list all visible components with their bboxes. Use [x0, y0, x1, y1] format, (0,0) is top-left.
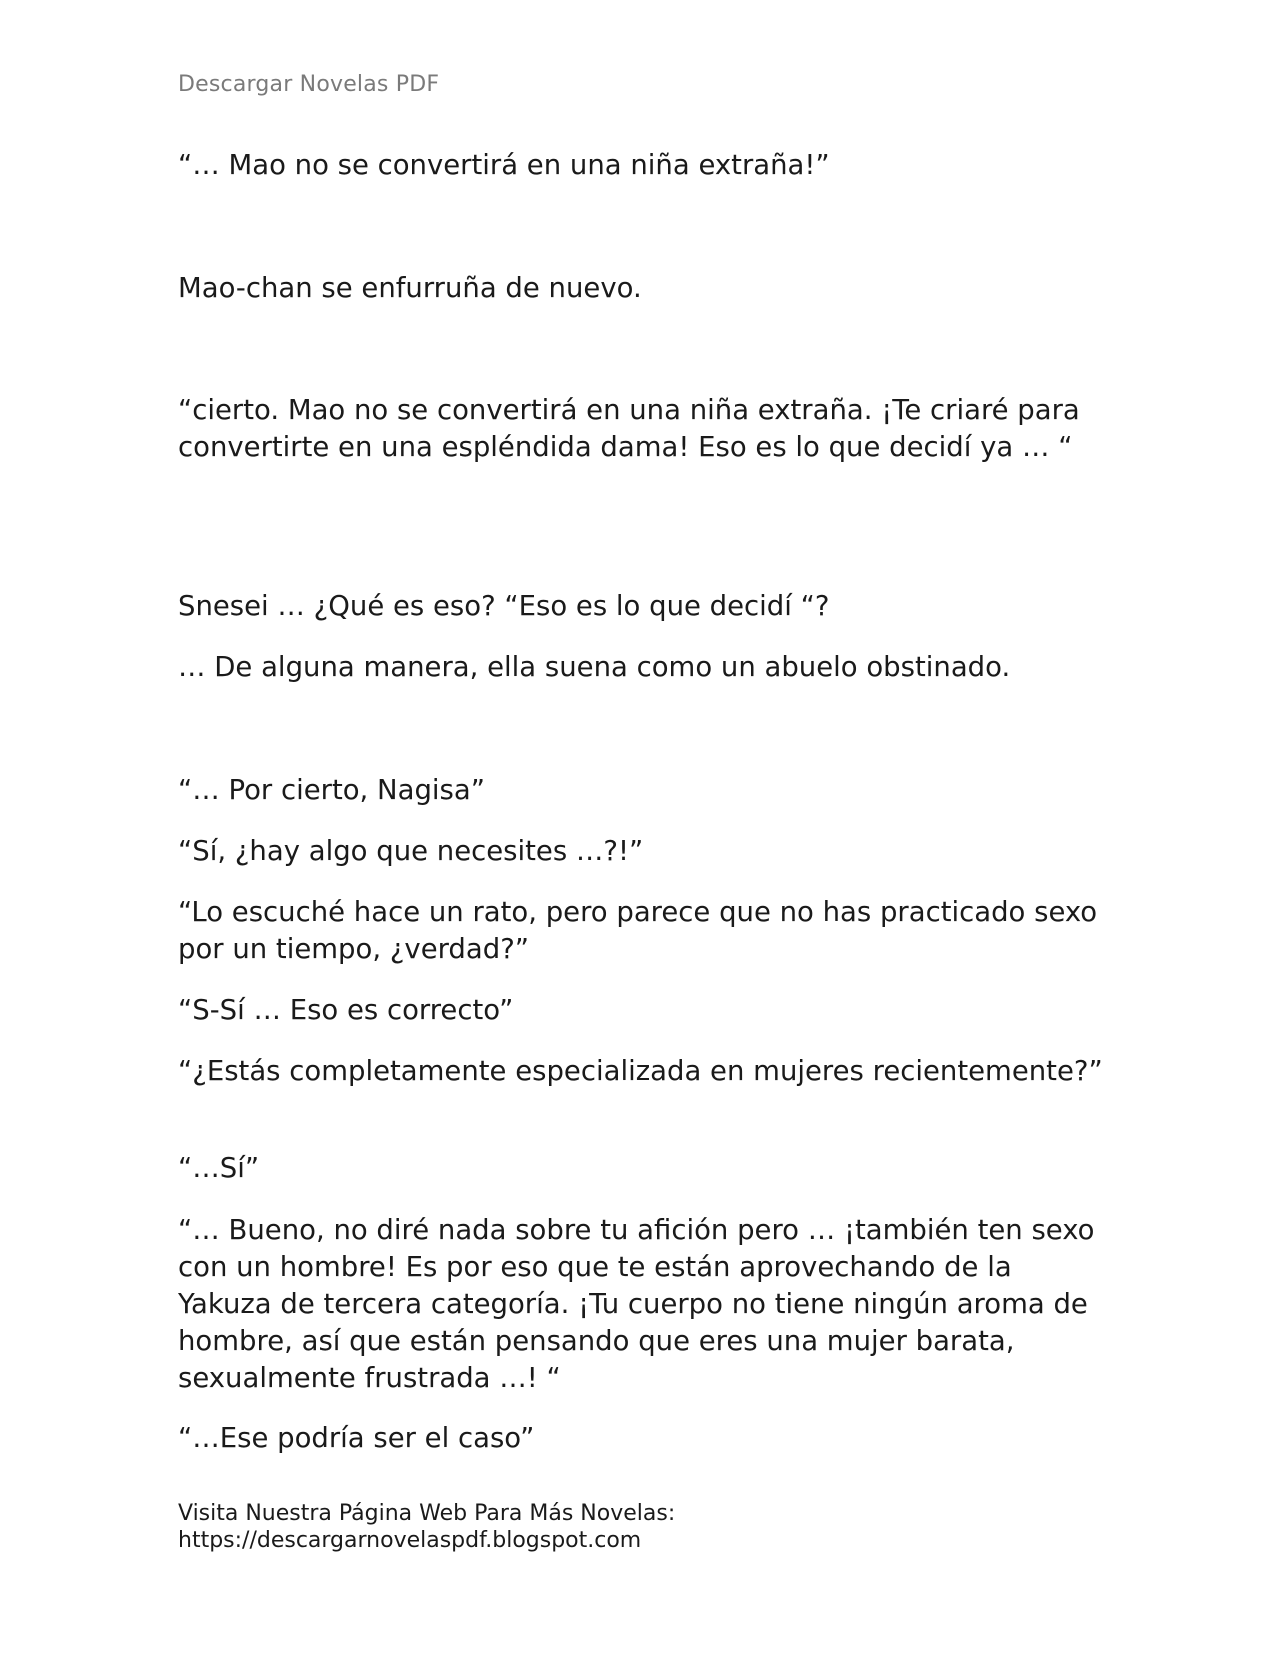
- paragraph-13: “…Ese podría ser el caso”: [178, 1422, 535, 1454]
- paragraph-1: “… Mao no se convertirá en una niña extraña!”: [178, 149, 830, 181]
- paragraph-5: … De alguna manera, ella suena como un abuelo obstinado.: [178, 651, 1011, 683]
- paragraph-2: Mao-chan se enfurruña de nuevo.: [178, 272, 642, 304]
- paragraph-6: “… Por cierto, Nagisa”: [178, 774, 485, 806]
- running-header: Descargar Novelas PDF: [178, 72, 440, 97]
- paragraph-4: Snesei … ¿Qué es eso? “Eso es lo que decidí “?: [178, 590, 830, 622]
- paragraph-9: “S-Sí … Eso es correcto”: [178, 994, 514, 1026]
- footer-url-link[interactable]: https://descargarnovelaspdf.blogspot.com: [178, 1528, 642, 1553]
- paragraph-7: “Sí, ¿hay algo que necesites …?!”: [178, 835, 644, 867]
- paragraph-11: “…Sí”: [178, 1152, 260, 1184]
- paragraph-10: “¿Estás completamente especializada en mujeres recientemente?”: [178, 1055, 1103, 1087]
- paragraph-8: “Lo escuché hace un rato, pero parece que no has practicado sexo por un tiempo, ¿verdad?”: [178, 896, 1106, 965]
- footer-promo-text: Visita Nuestra Página Web Para Más Novelas:: [178, 1501, 676, 1526]
- paragraph-3: “cierto. Mao no se convertirá en una niña extraña. ¡Te criaré para convertirte en una espléndida dama! Eso es lo que decidí ya … “: [178, 394, 1089, 463]
- paragraph-12: “… Bueno, no diré nada sobre tu afición pero … ¡también ten sexo con un hombre! Es por eso que te están aprovechando de la Yakuza de tercera categoría. ¡Tu cuerpo no tiene ningún aroma de hombre, así que están pensando que eres una mujer barata, sexualmente frustrada …! “: [178, 1214, 1104, 1394]
- footer: [178, 1500, 675, 1554]
